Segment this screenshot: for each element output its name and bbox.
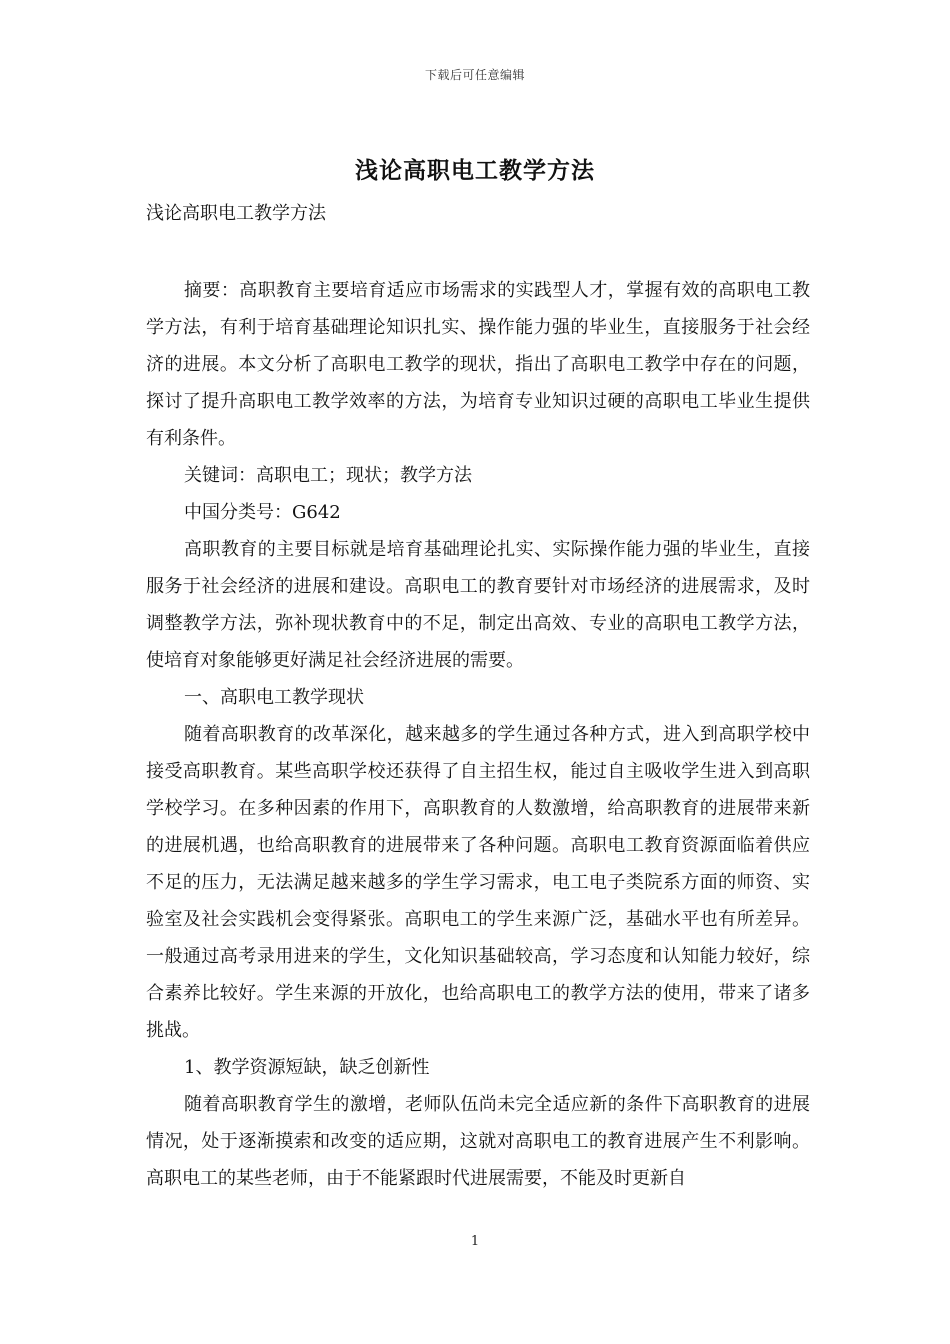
intro-paragraph: 高职教育的主要目标就是培育基础理论扎实、实际操作能力强的毕业生，直接服务于社会经济的进展和建设。高职电工的教育要针对市场经济的进展需求，及时调整教学方法，弥补现状教育中的不足，制定出高效、专业的高职电工教学方法，使培育对象能够更好满足社会经济进展的需要。 [146,539,810,671]
keywords-line: 关键词：高职电工；现状；教学方法 [184,465,472,486]
section-heading: 一、高职电工教学现状 [184,687,364,708]
header-note: 下载后可任意编辑 [424,68,525,82]
document-subtitle: 浅论高职电工教学方法 [146,203,326,224]
page-number: 1 [470,1234,480,1249]
subsection-heading: 1、教学资源短缺，缺乏创新性 [184,1057,430,1078]
abstract-paragraph: 摘要：高职教育主要培育适应市场需求的实践型人才，掌握有效的高职电工教学方法，有利于培育基础理论知识扎实、操作能力强的毕业生，直接服务于社会经济的进展。本文分析了高职电工教学的现状，指出了高职电工教学中存在的问题，探讨了提升高职电工教学效率的方法，为培育专业知识过硬的高职电工毕业生提供有利条件。 [146,280,810,449]
blank-line [146,232,810,272]
subsection-paragraph: 随着高职教育学生的激增，老师队伍尚未完全适应新的条件下高职教育的进展情况，处于逐渐摸索和改变的适应期，这就对高职电工的教育进展产生不利影响。高职电工的某些老师，由于不能紧跟时代进展需要，不能及时更新自 [146,1094,810,1189]
classification-line: 中国分类号：G642 [184,502,341,523]
section-paragraph: 随着高职教育的改革深化，越来越多的学生通过各种方式，进入到高职学校中接受高职教育。某些高职学校还获得了自主招生权，能过自主吸收学生进入到高职学校学习。在多种因素的作用下，高职教育的人数激增，给高职教育的进展带来新的进展机遇，也给高职教育的进展带来了各种问题。高职电工教育资源面临着供应不足的压力，无法满足越来越多的学生学习需求，电工电子类院系方面的师资、实验室及社会实践机会变得紧张。高职电工的学生来源广泛，基础水平也有所差异。一般通过高考录用进来的学生，文化知识基础较高，学习态度和认知能力较好，综合素养比较好。学生来源的开放化，也给高职电工的教学方法的使用，带来了诸多挑战。 [146,724,810,1041]
document-title: 浅论高职电工教学方法 [355,157,595,184]
document-body [146,196,810,1197]
